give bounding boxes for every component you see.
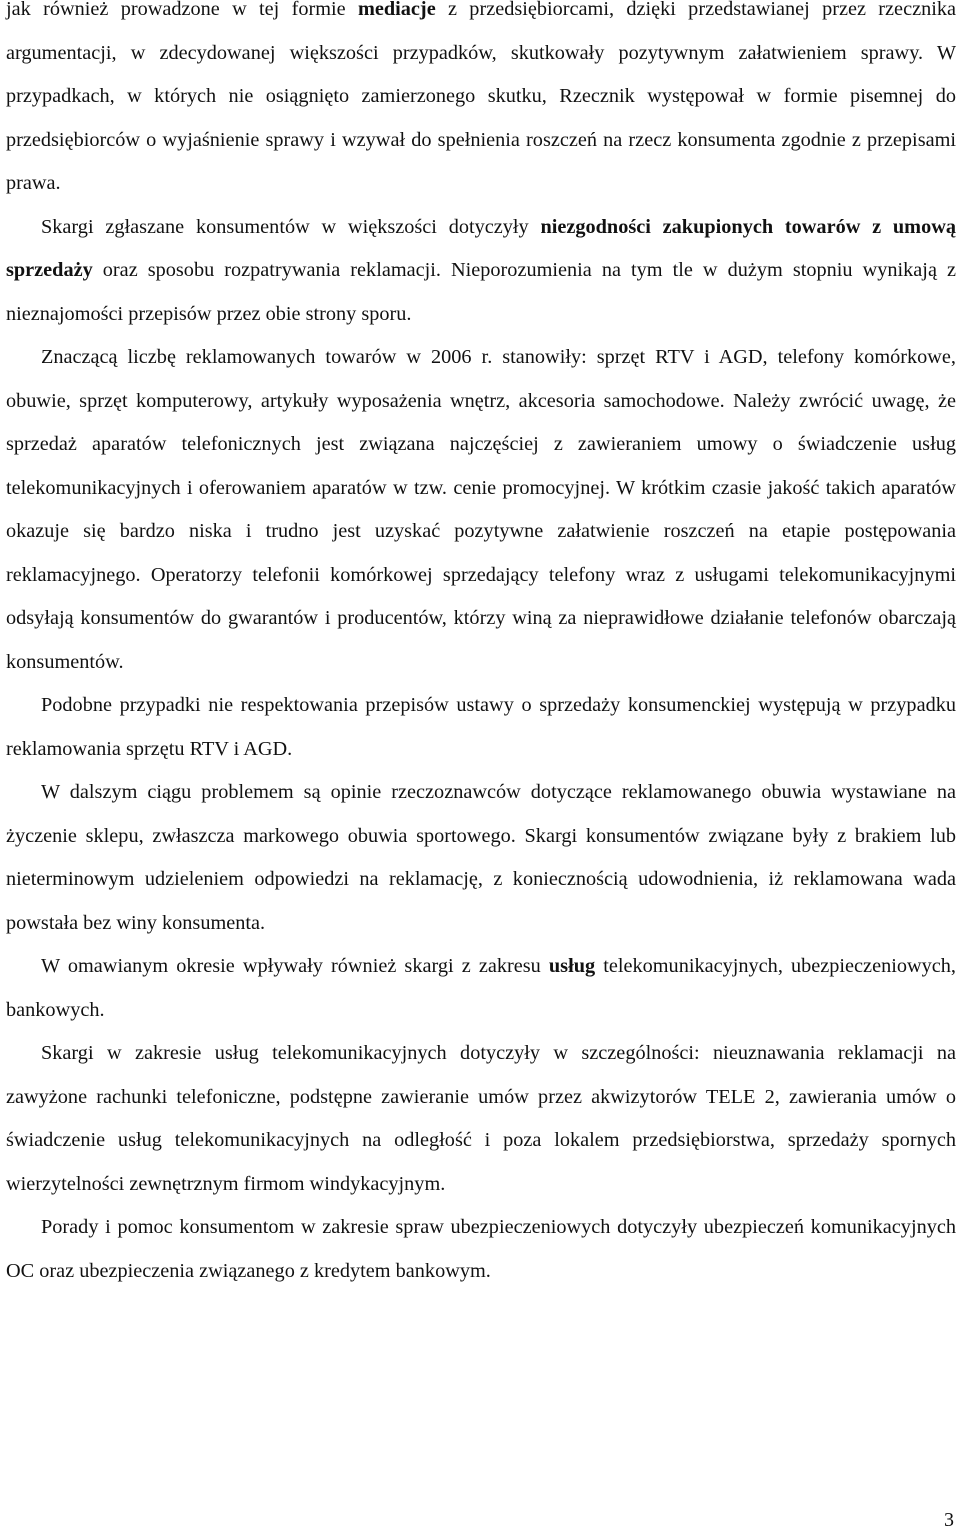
paragraph-services — [6, 945, 956, 1032]
text-run: Podobne przypadki nie respektowania przepisów ustawy o sprzedaży konsumenckiej występują w przypadku reklamowania sprzętu RTV i AGD. — [6, 694, 956, 760]
paragraph-complained-goods — [6, 336, 956, 684]
text-run: telekomunikacyjnych, ubezpieczeniowych, bankowych. — [6, 955, 956, 1021]
document-body — [6, 0, 956, 1293]
text-run: Znaczącą liczbę reklamowanych towarów w 2006 r. stanowiły: sprzęt RTV i AGD, telefony komórkowe, obuwie, sprzęt komputerowy, artykuły wyposażenia wnętrz, akcesoria samochodowe. Należy zwrócić uwagę, że sprzedaż aparatów telefonicznych jest związana najczęściej z zawieraniem umowy o świadczenie usług telekomunikacyjnych i oferowaniem aparatów w tzw. cenie promocyjnej. W krótkim czasie jakość takich aparatów okazuje się bardzo niska i trudno jest uzyskać pozytywne załatwienie roszczeń na etapie postępowania reklamacyjnego. Operatorzy telefonii komórkowej sprzedający telefony wraz z usługami telekomunikacyjnymi odsyłają konsumentów do gwarantów i producentów, którzy winą za nieprawidłowe działanie telefonów obarczają konsumentów. — [6, 346, 956, 673]
bold-text-run: mediacje — [357, 0, 436, 20]
page-number: 3 — [944, 1509, 954, 1531]
text-run: W omawianym okresie wpływały również skargi z zakresu — [41, 955, 549, 977]
text-run: W dalszym ciągu problemem są opinie rzeczoznawców dotyczące reklamowanego obuwia wystawiane na życzenie sklepu, zwłaszcza markowego obuwia sportowego. Skargi konsumentów związane były z brakiem lub nieterminowym udzieleniem odpowiedzi na reklamację, z koniecznością udowodnienia, iż reklamowana wada powstała bez winy konsumenta. — [6, 781, 956, 934]
text-run: Skargi w zakresie usług telekomunikacyjnych dotyczyły w szczególności: nieuznawania reklamacji na zawyżone rachunki telefoniczne, podstępne zawieranie umów przez akwizytorów TELE 2, zawierania umów o świadczenie usług telekomunikacyjnych na odległość i poza lokalem przedsiębiorstwa, sprzedaży spornych wierzytelności zewnętrznym firmom windykacyjnym. — [6, 1042, 956, 1195]
text-run: z przedsiębiorcami, dzięki przedstawianej przez rzecznika argumentacji, w zdecydowanej większości przypadków, skutkowały pozytywnym załatwieniem sprawy. W przypadkach, w których nie osiągnięto zamierzonego skutku, Rzecznik występował w formie pisemnej do przedsiębiorców o wyjaśnienie sprawy i wzywał do spełnienia roszczeń na rzecz konsumenta zgodnie z przepisami prawa. — [6, 0, 956, 194]
text-run: Skargi zgłaszane konsumentów w większości dotyczyły — [41, 215, 541, 238]
paragraph-telecom-complaints — [6, 1032, 956, 1206]
text-run: jak również prowadzone w tej formie — [6, 0, 358, 20]
paragraph-complaints-nonconformity — [6, 206, 956, 337]
paragraph-footwear-opinions — [6, 771, 956, 945]
paragraph-mediation — [6, 0, 956, 206]
bold-text-run: usług — [548, 955, 596, 977]
paragraph-rtv-agd — [6, 684, 956, 771]
text-run: Porady i pomoc konsumentom w zakresie spraw ubezpieczeniowych dotyczyły ubezpieczeń komunikacyjnych OC oraz ubezpieczenia związanego z kredytem bankowym. — [6, 1216, 956, 1282]
text-run: oraz sposobu rozpatrywania reklamacji. Nieporozumienia na tym tle w dużym stopniu wynikają z nieznajomości przepisów przez obie strony sporu. — [6, 259, 956, 325]
bold-text-run: niezgodności zakupionych towarów z umową sprzedaży — [6, 215, 956, 281]
paragraph-insurance-advice — [6, 1206, 956, 1293]
